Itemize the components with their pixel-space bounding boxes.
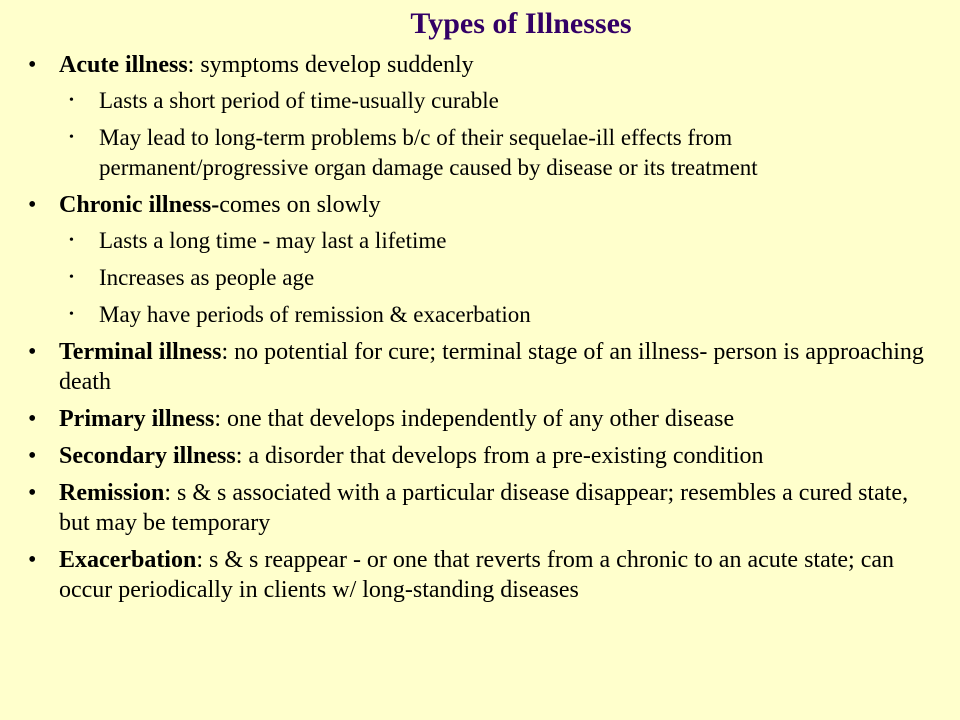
list-item-acute <box>22 50 930 183</box>
sub-item-text: May lead to long-term problems b/c of their sequelae-ill effects from permanent/progressive organ damage caused by disease or its treatment <box>99 125 758 180</box>
bullet-icon: • <box>28 443 37 469</box>
term: Secondary illness <box>59 443 236 469</box>
sub-item-text: Increases as people age <box>99 265 315 290</box>
sub-item-text: May have periods of remission & exacerbation <box>99 302 531 327</box>
term: Chronic illness- <box>59 192 220 218</box>
sub-item <box>59 123 930 183</box>
sub-item <box>59 86 930 116</box>
sub-bullet-icon: • <box>69 233 74 248</box>
list-item-exacerbation <box>22 545 930 605</box>
sub-item <box>59 226 930 256</box>
sub-bullet-icon: • <box>69 270 74 285</box>
definition: : symptoms develop suddenly <box>187 52 474 78</box>
bullet-icon: • <box>28 192 37 218</box>
sub-bullet-icon: • <box>69 130 74 145</box>
sub-bullet-icon: • <box>69 93 74 108</box>
sub-item-text: Lasts a short period of time-usually curable <box>99 88 499 113</box>
list-item-terminal <box>22 337 930 397</box>
bullet-icon: • <box>28 547 37 573</box>
term: Acute illness <box>59 52 188 78</box>
definition: : s & s reappear - or one that reverts from a chronic to an acute state; can occur periodically in clients w/ long-standing diseases <box>59 547 895 603</box>
definition: : s & s associated with a particular disease disappear; resembles a cured state, but may be temporary <box>59 480 909 536</box>
sub-list <box>59 226 930 330</box>
sub-bullet-icon: • <box>69 307 74 322</box>
bullet-icon: • <box>28 339 37 365</box>
definition: : a disorder that develops from a pre-existing condition <box>235 443 764 469</box>
sub-list <box>59 86 930 183</box>
definition: : no potential for cure; terminal stage of an illness- person is approaching death <box>59 339 924 395</box>
bullet-icon: • <box>28 480 37 506</box>
sub-item <box>59 263 930 293</box>
bullet-list <box>22 50 930 605</box>
term: Primary illness <box>59 406 215 432</box>
term: Terminal illness <box>59 339 222 365</box>
term: Remission <box>59 480 165 506</box>
bullet-icon: • <box>28 52 37 78</box>
list-item-primary <box>22 404 930 434</box>
slide-title: Types of Illnesses <box>410 7 632 40</box>
sub-item <box>59 300 930 330</box>
list-item-chronic <box>22 190 930 330</box>
bullet-icon: • <box>28 406 37 432</box>
term: Exacerbation <box>59 547 197 573</box>
definition: : one that develops independently of any other disease <box>214 406 735 432</box>
definition: comes on slowly <box>219 192 381 218</box>
sub-item-text: Lasts a long time - may last a lifetime <box>99 228 447 253</box>
list-item-remission <box>22 478 930 538</box>
list-item-secondary <box>22 441 930 471</box>
